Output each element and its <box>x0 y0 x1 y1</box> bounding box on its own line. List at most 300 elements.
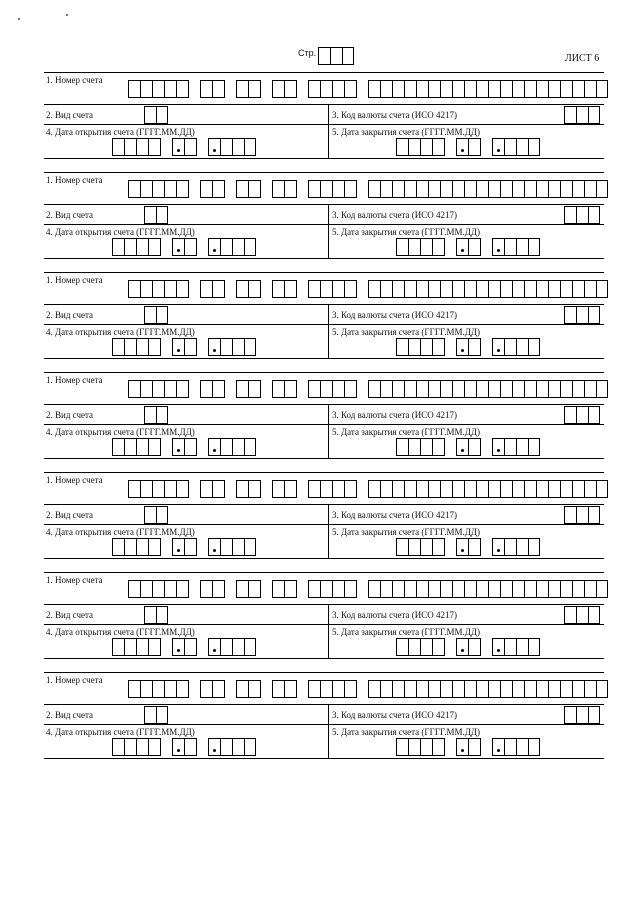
close-date-field-cell[interactable] <box>432 438 444 456</box>
account-number-field-cell[interactable] <box>584 480 596 498</box>
close-date-field-cell[interactable] <box>420 338 432 356</box>
account-number-field-cell[interactable] <box>428 380 440 398</box>
currency-code-field-cell[interactable] <box>564 706 576 724</box>
account-number-field-cell[interactable] <box>416 580 428 598</box>
currency-code-field-cell[interactable] <box>588 206 600 224</box>
account-number-field[interactable] <box>128 380 608 398</box>
close-date-field-cell[interactable] <box>504 238 516 256</box>
account-number-field-cell[interactable] <box>344 380 356 398</box>
account-number-field-cell[interactable] <box>236 580 248 598</box>
account-number-field-cell[interactable] <box>488 280 500 298</box>
account-number-field-cell[interactable] <box>584 180 596 198</box>
open-date-field-cell[interactable] <box>124 138 136 156</box>
account-type-field[interactable] <box>144 206 168 224</box>
account-number-field-cell[interactable] <box>500 380 512 398</box>
account-number-field-cell[interactable] <box>572 80 584 98</box>
account-number-field-cell[interactable] <box>548 180 560 198</box>
account-number-field-cell[interactable] <box>236 380 248 398</box>
account-type-field-cell[interactable] <box>144 206 156 224</box>
account-number-field-cell[interactable] <box>164 180 176 198</box>
page-number-cell[interactable] <box>330 47 342 65</box>
account-number-field-cell[interactable] <box>140 280 152 298</box>
currency-code-field-cell[interactable] <box>564 406 576 424</box>
account-number-field-cell[interactable] <box>404 280 416 298</box>
account-number-field-cell[interactable] <box>200 280 212 298</box>
close-date-field-cell[interactable] <box>432 538 444 556</box>
account-number-field-cell[interactable] <box>332 380 344 398</box>
account-number-field-cell[interactable] <box>416 80 428 98</box>
close-date-field-cell[interactable] <box>396 638 408 656</box>
close-date-field-cell[interactable] <box>456 138 468 156</box>
close-date-field-cell[interactable] <box>516 138 528 156</box>
account-number-field-cell[interactable] <box>320 580 332 598</box>
close-date-field-cell[interactable] <box>432 238 444 256</box>
account-type-field-cell[interactable] <box>156 506 168 524</box>
currency-code-field[interactable] <box>564 206 600 224</box>
account-number-field-cell[interactable] <box>212 480 224 498</box>
account-number-field-cell[interactable] <box>524 480 536 498</box>
account-number-field-cell[interactable] <box>176 280 188 298</box>
account-number-field-cell[interactable] <box>404 380 416 398</box>
account-number-field-cell[interactable] <box>404 180 416 198</box>
account-number-field-cell[interactable] <box>584 280 596 298</box>
account-number-field-cell[interactable] <box>464 180 476 198</box>
account-number-field-cell[interactable] <box>476 380 488 398</box>
account-number-field-cell[interactable] <box>176 380 188 398</box>
currency-code-field-cell[interactable] <box>588 706 600 724</box>
account-number-field-cell[interactable] <box>440 480 452 498</box>
account-number-field-cell[interactable] <box>464 480 476 498</box>
account-number-field-cell[interactable] <box>368 380 380 398</box>
currency-code-field-cell[interactable] <box>576 306 588 324</box>
currency-code-field[interactable] <box>564 606 600 624</box>
close-date-field-cell[interactable] <box>504 138 516 156</box>
account-number-field-cell[interactable] <box>236 480 248 498</box>
close-date-field-cell[interactable] <box>516 238 528 256</box>
account-number-field-cell[interactable] <box>536 580 548 598</box>
account-number-field-cell[interactable] <box>464 380 476 398</box>
account-number-field-cell[interactable] <box>284 480 296 498</box>
page-number-cell[interactable] <box>342 47 354 65</box>
close-date-field-cell[interactable] <box>396 238 408 256</box>
account-number-field-cell[interactable] <box>272 380 284 398</box>
account-number-field-cell[interactable] <box>536 480 548 498</box>
account-number-field-cell[interactable] <box>368 280 380 298</box>
account-number-field-cell[interactable] <box>572 680 584 698</box>
close-date-field-cell[interactable] <box>516 338 528 356</box>
open-date-field-cell[interactable] <box>220 238 232 256</box>
open-date-field-cell[interactable] <box>184 438 196 456</box>
close-date-field-cell[interactable] <box>468 538 480 556</box>
close-date-field-cell[interactable] <box>492 238 504 256</box>
account-number-field-cell[interactable] <box>404 680 416 698</box>
open-date-field-cell[interactable] <box>172 238 184 256</box>
close-date-field-cell[interactable] <box>492 438 504 456</box>
account-number-field-cell[interactable] <box>164 480 176 498</box>
account-number-field-cell[interactable] <box>320 280 332 298</box>
open-date-field-cell[interactable] <box>244 338 256 356</box>
close-date-field-cell[interactable] <box>468 638 480 656</box>
close-date-field-cell[interactable] <box>456 338 468 356</box>
account-number-field-cell[interactable] <box>584 580 596 598</box>
account-number-field-cell[interactable] <box>368 180 380 198</box>
account-type-field-cell[interactable] <box>156 106 168 124</box>
account-number-field-cell[interactable] <box>236 180 248 198</box>
close-date-field-cell[interactable] <box>504 338 516 356</box>
open-date-field-cell[interactable] <box>232 438 244 456</box>
account-number-field-cell[interactable] <box>332 80 344 98</box>
account-number-field-cell[interactable] <box>248 280 260 298</box>
open-date-field-cell[interactable] <box>244 538 256 556</box>
open-date-field-cell[interactable] <box>148 538 160 556</box>
currency-code-field-cell[interactable] <box>564 106 576 124</box>
account-number-field-cell[interactable] <box>584 380 596 398</box>
account-number-field-cell[interactable] <box>152 580 164 598</box>
open-date-field-cell[interactable] <box>124 538 136 556</box>
account-type-field[interactable] <box>144 106 168 124</box>
open-date-field-cell[interactable] <box>136 338 148 356</box>
open-date-field-cell[interactable] <box>184 638 196 656</box>
close-date-field-cell[interactable] <box>492 638 504 656</box>
account-number-field-cell[interactable] <box>308 80 320 98</box>
account-number-field-cell[interactable] <box>440 580 452 598</box>
account-number-field-cell[interactable] <box>212 680 224 698</box>
open-date-field-cell[interactable] <box>148 338 160 356</box>
close-date-field[interactable] <box>396 338 540 356</box>
account-number-field-cell[interactable] <box>464 80 476 98</box>
account-number-field-cell[interactable] <box>140 80 152 98</box>
account-type-field-cell[interactable] <box>156 606 168 624</box>
account-number-field-cell[interactable] <box>416 380 428 398</box>
open-date-field-cell[interactable] <box>148 438 160 456</box>
account-number-field-cell[interactable] <box>596 580 608 598</box>
account-number-field-cell[interactable] <box>308 480 320 498</box>
account-number-field-cell[interactable] <box>452 280 464 298</box>
account-number-field-cell[interactable] <box>332 180 344 198</box>
account-number-field-cell[interactable] <box>392 580 404 598</box>
close-date-field[interactable] <box>396 438 540 456</box>
close-date-field-cell[interactable] <box>408 638 420 656</box>
account-number-field[interactable] <box>128 280 608 298</box>
account-number-field-cell[interactable] <box>272 80 284 98</box>
account-number-field-cell[interactable] <box>284 680 296 698</box>
account-number-field-cell[interactable] <box>464 680 476 698</box>
account-type-field-cell[interactable] <box>144 506 156 524</box>
account-number-field-cell[interactable] <box>572 480 584 498</box>
account-number-field-cell[interactable] <box>512 180 524 198</box>
account-number-field-cell[interactable] <box>560 680 572 698</box>
account-number-field-cell[interactable] <box>536 180 548 198</box>
close-date-field[interactable] <box>396 638 540 656</box>
open-date-field-cell[interactable] <box>136 738 148 756</box>
close-date-field-cell[interactable] <box>432 738 444 756</box>
open-date-field-cell[interactable] <box>112 538 124 556</box>
close-date-field-cell[interactable] <box>408 438 420 456</box>
account-number-field-cell[interactable] <box>512 580 524 598</box>
account-number-field-cell[interactable] <box>476 80 488 98</box>
account-number-field-cell[interactable] <box>248 680 260 698</box>
account-type-field-cell[interactable] <box>156 406 168 424</box>
account-number-field-cell[interactable] <box>392 380 404 398</box>
account-number-field-cell[interactable] <box>488 680 500 698</box>
account-number-field-cell[interactable] <box>308 380 320 398</box>
account-number-field-cell[interactable] <box>140 680 152 698</box>
account-number-field-cell[interactable] <box>440 680 452 698</box>
account-number-field-cell[interactable] <box>344 280 356 298</box>
close-date-field-cell[interactable] <box>432 338 444 356</box>
account-type-field-cell[interactable] <box>144 306 156 324</box>
account-number-field-cell[interactable] <box>128 580 140 598</box>
account-number-field-cell[interactable] <box>500 680 512 698</box>
account-number-field-cell[interactable] <box>524 80 536 98</box>
open-date-field-cell[interactable] <box>208 538 220 556</box>
account-number-field-cell[interactable] <box>596 180 608 198</box>
open-date-field-cell[interactable] <box>136 538 148 556</box>
account-number-field-cell[interactable] <box>452 480 464 498</box>
open-date-field-cell[interactable] <box>172 538 184 556</box>
account-number-field-cell[interactable] <box>452 180 464 198</box>
close-date-field-cell[interactable] <box>456 738 468 756</box>
account-number-field-cell[interactable] <box>500 580 512 598</box>
close-date-field-cell[interactable] <box>432 138 444 156</box>
account-number-field-cell[interactable] <box>476 280 488 298</box>
account-number-field-cell[interactable] <box>140 180 152 198</box>
account-number-field-cell[interactable] <box>500 280 512 298</box>
close-date-field-cell[interactable] <box>456 438 468 456</box>
close-date-field-cell[interactable] <box>492 138 504 156</box>
account-number-field-cell[interactable] <box>128 180 140 198</box>
open-date-field-cell[interactable] <box>232 338 244 356</box>
close-date-field-cell[interactable] <box>420 638 432 656</box>
account-number-field-cell[interactable] <box>500 180 512 198</box>
close-date-field-cell[interactable] <box>528 238 540 256</box>
currency-code-field-cell[interactable] <box>588 106 600 124</box>
account-number-field-cell[interactable] <box>164 580 176 598</box>
currency-code-field-cell[interactable] <box>588 406 600 424</box>
account-number-field-cell[interactable] <box>512 280 524 298</box>
open-date-field-cell[interactable] <box>172 438 184 456</box>
account-number-field-cell[interactable] <box>176 580 188 598</box>
open-date-field[interactable] <box>112 538 256 556</box>
account-number-field-cell[interactable] <box>212 280 224 298</box>
account-number-field-cell[interactable] <box>320 480 332 498</box>
account-number-field-cell[interactable] <box>524 280 536 298</box>
account-type-field-cell[interactable] <box>156 206 168 224</box>
account-number-field-cell[interactable] <box>380 280 392 298</box>
account-number-field-cell[interactable] <box>488 480 500 498</box>
open-date-field-cell[interactable] <box>172 138 184 156</box>
account-number-field-cell[interactable] <box>536 80 548 98</box>
account-number-field-cell[interactable] <box>128 80 140 98</box>
account-number-field-cell[interactable] <box>284 280 296 298</box>
close-date-field-cell[interactable] <box>456 638 468 656</box>
account-number-field-cell[interactable] <box>212 180 224 198</box>
account-number-field-cell[interactable] <box>380 80 392 98</box>
account-number-field-cell[interactable] <box>236 280 248 298</box>
account-number-field-cell[interactable] <box>596 380 608 398</box>
account-number-field-cell[interactable] <box>512 480 524 498</box>
account-number-field-cell[interactable] <box>320 80 332 98</box>
close-date-field-cell[interactable] <box>516 638 528 656</box>
currency-code-field-cell[interactable] <box>588 506 600 524</box>
close-date-field-cell[interactable] <box>504 738 516 756</box>
account-type-field[interactable] <box>144 506 168 524</box>
currency-code-field-cell[interactable] <box>576 206 588 224</box>
close-date-field-cell[interactable] <box>516 738 528 756</box>
close-date-field-cell[interactable] <box>408 238 420 256</box>
account-number-field-cell[interactable] <box>128 280 140 298</box>
account-number-field-cell[interactable] <box>440 180 452 198</box>
account-number-field-cell[interactable] <box>404 80 416 98</box>
open-date-field-cell[interactable] <box>220 638 232 656</box>
account-number-field-cell[interactable] <box>176 180 188 198</box>
open-date-field-cell[interactable] <box>148 238 160 256</box>
account-number-field-cell[interactable] <box>488 80 500 98</box>
account-number-field-cell[interactable] <box>308 680 320 698</box>
account-number-field-cell[interactable] <box>512 80 524 98</box>
account-number-field-cell[interactable] <box>140 380 152 398</box>
account-number-field-cell[interactable] <box>476 480 488 498</box>
account-number-field-cell[interactable] <box>368 80 380 98</box>
account-number-field-cell[interactable] <box>320 680 332 698</box>
open-date-field[interactable] <box>112 138 256 156</box>
open-date-field-cell[interactable] <box>124 338 136 356</box>
close-date-field[interactable] <box>396 138 540 156</box>
open-date-field-cell[interactable] <box>244 738 256 756</box>
account-number-field[interactable] <box>128 80 608 98</box>
account-number-field-cell[interactable] <box>344 680 356 698</box>
open-date-field-cell[interactable] <box>220 538 232 556</box>
account-number-field-cell[interactable] <box>368 480 380 498</box>
currency-code-field-cell[interactable] <box>564 206 576 224</box>
account-number-field-cell[interactable] <box>152 80 164 98</box>
close-date-field-cell[interactable] <box>408 338 420 356</box>
account-number-field-cell[interactable] <box>464 280 476 298</box>
open-date-field-cell[interactable] <box>172 738 184 756</box>
account-number-field-cell[interactable] <box>392 80 404 98</box>
open-date-field-cell[interactable] <box>232 638 244 656</box>
account-number-field-cell[interactable] <box>440 280 452 298</box>
currency-code-field-cell[interactable] <box>576 406 588 424</box>
account-number-field-cell[interactable] <box>212 580 224 598</box>
account-number-field-cell[interactable] <box>248 180 260 198</box>
account-number-field-cell[interactable] <box>200 80 212 98</box>
currency-code-field[interactable] <box>564 406 600 424</box>
close-date-field-cell[interactable] <box>408 538 420 556</box>
open-date-field-cell[interactable] <box>148 738 160 756</box>
open-date-field-cell[interactable] <box>208 638 220 656</box>
open-date-field[interactable] <box>112 238 256 256</box>
account-number-field-cell[interactable] <box>440 380 452 398</box>
close-date-field-cell[interactable] <box>456 538 468 556</box>
account-number-field-cell[interactable] <box>428 480 440 498</box>
open-date-field-cell[interactable] <box>208 338 220 356</box>
open-date-field-cell[interactable] <box>220 738 232 756</box>
close-date-field-cell[interactable] <box>528 738 540 756</box>
account-number-field-cell[interactable] <box>452 380 464 398</box>
currency-code-field-cell[interactable] <box>564 606 576 624</box>
account-number-field-cell[interactable] <box>488 580 500 598</box>
close-date-field-cell[interactable] <box>468 738 480 756</box>
account-number-field-cell[interactable] <box>476 680 488 698</box>
account-number-field-cell[interactable] <box>500 80 512 98</box>
account-type-field-cell[interactable] <box>144 606 156 624</box>
open-date-field-cell[interactable] <box>184 238 196 256</box>
account-number-field-cell[interactable] <box>428 680 440 698</box>
account-number-field-cell[interactable] <box>560 480 572 498</box>
account-number-field-cell[interactable] <box>392 480 404 498</box>
account-number-field-cell[interactable] <box>428 580 440 598</box>
account-type-field-cell[interactable] <box>156 306 168 324</box>
account-number-field-cell[interactable] <box>368 580 380 598</box>
currency-code-field-cell[interactable] <box>576 606 588 624</box>
account-number-field-cell[interactable] <box>332 480 344 498</box>
currency-code-field-cell[interactable] <box>576 106 588 124</box>
account-number-field-cell[interactable] <box>128 680 140 698</box>
account-type-field[interactable] <box>144 706 168 724</box>
currency-code-field[interactable] <box>564 306 600 324</box>
open-date-field-cell[interactable] <box>244 638 256 656</box>
account-type-field[interactable] <box>144 606 168 624</box>
account-number-field-cell[interactable] <box>464 580 476 598</box>
account-number-field-cell[interactable] <box>524 180 536 198</box>
open-date-field-cell[interactable] <box>220 138 232 156</box>
open-date-field-cell[interactable] <box>136 138 148 156</box>
account-number-field-cell[interactable] <box>380 580 392 598</box>
currency-code-field[interactable] <box>564 106 600 124</box>
account-type-field-cell[interactable] <box>156 706 168 724</box>
account-number-field-cell[interactable] <box>524 680 536 698</box>
account-number-field-cell[interactable] <box>128 480 140 498</box>
close-date-field-cell[interactable] <box>468 138 480 156</box>
account-number-field-cell[interactable] <box>200 180 212 198</box>
account-number-field-cell[interactable] <box>572 180 584 198</box>
account-number-field-cell[interactable] <box>536 380 548 398</box>
close-date-field-cell[interactable] <box>492 338 504 356</box>
close-date-field[interactable] <box>396 238 540 256</box>
close-date-field-cell[interactable] <box>408 138 420 156</box>
account-number-field-cell[interactable] <box>404 480 416 498</box>
account-number-field-cell[interactable] <box>548 580 560 598</box>
open-date-field-cell[interactable] <box>208 438 220 456</box>
account-number-field-cell[interactable] <box>596 80 608 98</box>
close-date-field-cell[interactable] <box>420 438 432 456</box>
close-date-field-cell[interactable] <box>396 138 408 156</box>
open-date-field-cell[interactable] <box>124 638 136 656</box>
account-number-field-cell[interactable] <box>416 480 428 498</box>
account-number-field-cell[interactable] <box>320 180 332 198</box>
close-date-field-cell[interactable] <box>504 538 516 556</box>
open-date-field-cell[interactable] <box>244 438 256 456</box>
close-date-field-cell[interactable] <box>468 338 480 356</box>
account-number-field-cell[interactable] <box>164 680 176 698</box>
open-date-field-cell[interactable] <box>112 438 124 456</box>
account-number-field-cell[interactable] <box>452 580 464 598</box>
account-number-field-cell[interactable] <box>584 680 596 698</box>
account-number-field-cell[interactable] <box>272 680 284 698</box>
account-number-field-cell[interactable] <box>344 80 356 98</box>
account-number-field-cell[interactable] <box>380 480 392 498</box>
close-date-field-cell[interactable] <box>468 238 480 256</box>
account-number-field-cell[interactable] <box>236 680 248 698</box>
open-date-field-cell[interactable] <box>112 738 124 756</box>
open-date-field[interactable] <box>112 338 256 356</box>
open-date-field-cell[interactable] <box>208 138 220 156</box>
close-date-field-cell[interactable] <box>468 438 480 456</box>
close-date-field-cell[interactable] <box>396 738 408 756</box>
account-number-field-cell[interactable] <box>308 180 320 198</box>
account-number-field-cell[interactable] <box>572 380 584 398</box>
